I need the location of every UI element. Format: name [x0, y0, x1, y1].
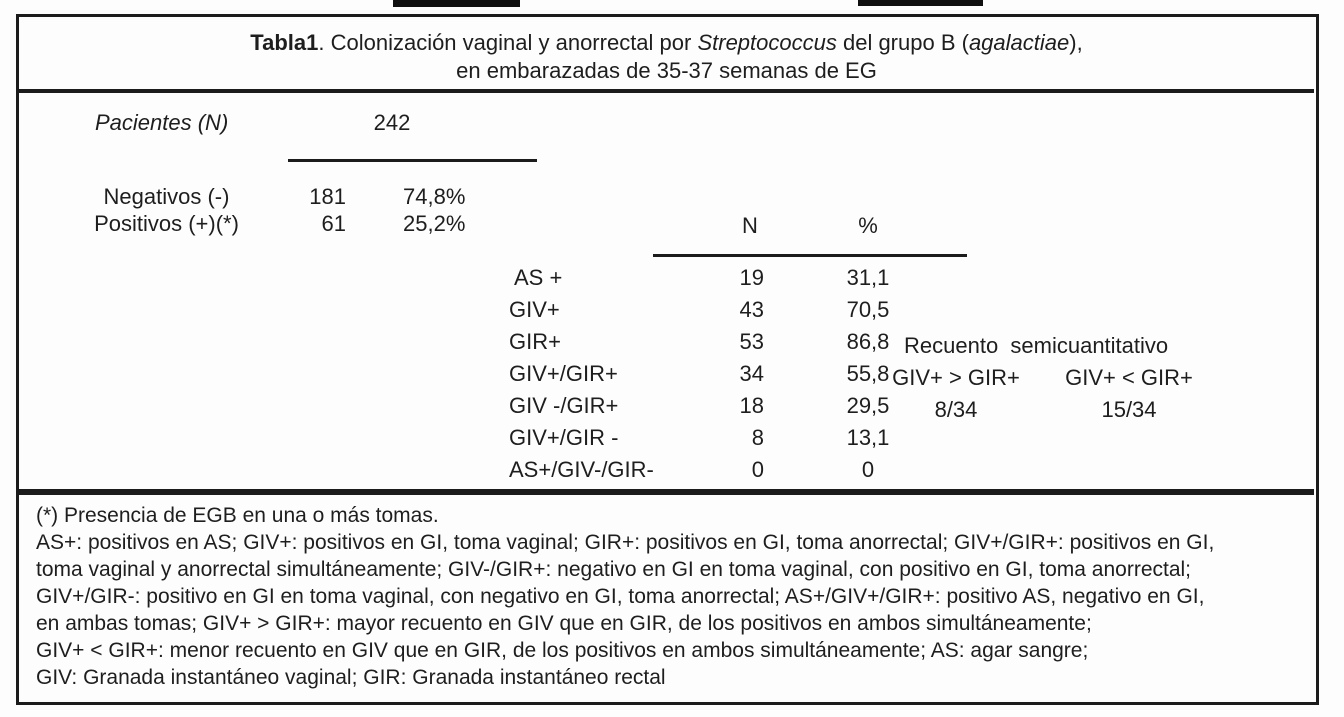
- result-row-pct: 0: [861, 457, 875, 482]
- result-row-n: 8: [751, 425, 764, 450]
- patients-rule: [288, 159, 537, 162]
- footnote-line: GIV+/GIR-: positivo en GI en toma vaginal, con negativo en GI, toma anorrectal; AS+/GIV+/GIR+: positivo AS, negativo en GI,: [36, 585, 1205, 608]
- semiquant-col2-header: GIV+ < GIR+: [1065, 365, 1193, 390]
- table-title-species: Streptococcus: [697, 30, 837, 55]
- patients-row-pct: 74,8%: [403, 184, 466, 209]
- footnote-line: AS+: positivos en AS; GIV+: positivos en GI, toma vaginal; GIR+: positivos en GI, toma anorrectal; GIV+/GIR+: positivos en GI,: [36, 531, 1215, 554]
- patients-total: 242: [373, 110, 411, 135]
- result-row-label: GIV+/GIR+: [509, 361, 618, 386]
- result-row-pct: 13,1: [846, 425, 890, 450]
- result-row-n: 34: [739, 361, 764, 386]
- result-row-pct: 31,1: [846, 265, 890, 290]
- result-row-pct: 55,8: [846, 361, 890, 386]
- table-title-end: ),: [1069, 30, 1083, 55]
- footnote-line: toma vaginal y anorrectal simultáneamente; GIV-/GIR+: negativo en GI en toma vaginal, con positivo en GI, toma anorrectal;: [36, 558, 1192, 581]
- result-row-n: 0: [751, 457, 764, 482]
- patients-row-n: 61: [321, 211, 346, 236]
- result-row-label: GIR+: [509, 329, 561, 354]
- table-title-text: . Colonización vaginal y anorrectal por: [318, 30, 698, 55]
- result-row-pct: 86,8: [846, 329, 890, 354]
- footnote-line: en ambas tomas; GIV+ > GIR+: mayor recuento en GIV que en GIR, de los positivos en ambos simultáneamente;: [36, 612, 1092, 635]
- result-row-label: GIV -/GIR+: [509, 393, 619, 418]
- table-title-species2: agalactiae: [968, 30, 1070, 55]
- footnote-line: GIV: Granada instantáneo vaginal; GIR: Granada instantáneo rectal: [36, 666, 666, 689]
- table-title-number: Tabla1: [250, 30, 319, 55]
- result-row-n: 43: [739, 297, 764, 322]
- patients-row-label: Positivos (+)(*): [94, 211, 239, 236]
- result-row-n: 53: [739, 329, 764, 354]
- footnotes: [36, 502, 1306, 691]
- patients-label: Pacientes (N): [95, 110, 229, 135]
- result-row-label: GIV+: [509, 297, 560, 322]
- patients-row-n: 181: [309, 184, 346, 209]
- results-header-n: N: [742, 213, 758, 238]
- footnote-line: (*) Presencia de EGB en una o más tomas.: [36, 504, 439, 527]
- patients-row-pct: 25,2%: [403, 211, 466, 236]
- scan-artifact: [858, 0, 983, 6]
- result-row-label: GIV+/GIR -: [509, 425, 619, 450]
- table-title-line2: en embarazadas de 35-37 semanas de EG: [456, 58, 877, 83]
- result-row-label: AS+/GIV-/GIR-: [509, 457, 654, 482]
- semiquant-col1-header: GIV+ > GIR+: [892, 365, 1020, 390]
- results-header-rule: [653, 254, 967, 257]
- footnote-line: GIV+ < GIR+: menor recuento en GIV que en GIR, de los positivos en ambos simultáneamente; AS: agar sangre;: [36, 639, 1089, 662]
- table-title-text2: del grupo B (: [836, 30, 969, 55]
- results-header-pct: %: [858, 213, 878, 238]
- semiquant-title: Recuento semicuantitativo: [904, 333, 1169, 358]
- semiquant-col1-value: 8/34: [934, 397, 978, 422]
- scan-artifact: [393, 0, 520, 7]
- result-row-pct: 70,5: [846, 297, 890, 322]
- title-separator-rule: [19, 89, 1314, 93]
- footer-separator-rule: [19, 489, 1314, 495]
- result-row-n: 18: [739, 393, 764, 418]
- result-row-label: AS +: [514, 265, 563, 290]
- result-row-pct: 29,5: [846, 393, 890, 418]
- semiquant-col2-value: 15/34: [1101, 397, 1157, 422]
- patients-row-label: Negativos (-): [103, 184, 230, 209]
- result-row-n: 19: [739, 265, 764, 290]
- table-title-line1: [19, 30, 1314, 56]
